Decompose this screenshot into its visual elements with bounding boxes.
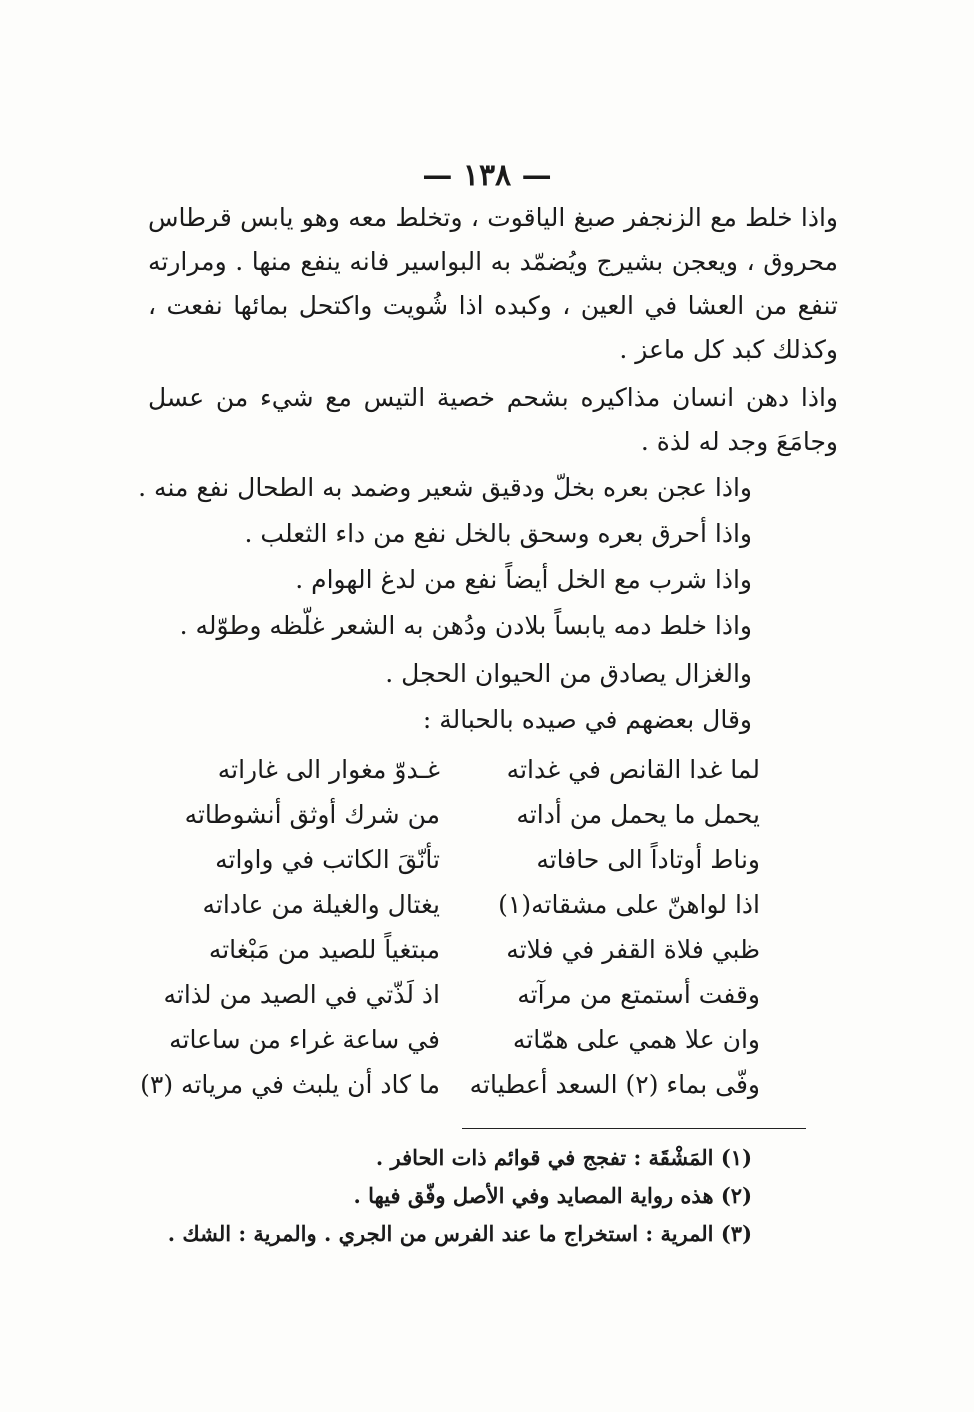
verse-second-hemistich: ما كاد أن يلبث في مرياته (٣) xyxy=(140,1070,440,1099)
verse-first-hemistich: وان علا همي على همّاته xyxy=(512,1025,760,1054)
verse-second-hemistich: مبتغياً للصيد من مَبْغاته xyxy=(208,935,440,964)
verse-second-hemistich: من شرك أوثق أنشوطاته xyxy=(184,800,440,829)
verse-second-hemistich: يغتال والغيلة من عاداته xyxy=(202,890,440,919)
page-number: — ١٣٨ — xyxy=(422,158,552,193)
poem xyxy=(140,748,760,1108)
poem-verse xyxy=(180,793,760,837)
poem-verse xyxy=(163,973,760,1017)
text-line: وقال بعضهم في صيده بالحبالة : xyxy=(422,705,752,734)
footnote: (٢) هذه رواية المصايد وفي الأصل وفّق فيها . xyxy=(353,1183,752,1208)
poem-verse xyxy=(180,748,760,792)
poem-verse xyxy=(169,1018,760,1062)
text-line: واذا عجن بعره بخلّ ودقيق شعير وضمد به الطحال نفع منه . xyxy=(138,473,752,502)
footnote: (١) المَشْقَة : تفجج في قوائم ذات الحافر . xyxy=(375,1145,752,1170)
verse-first-hemistich: يحمل ما يحمل من أداته xyxy=(516,800,760,829)
poem-verse xyxy=(180,838,760,882)
verse-first-hemistich: لما غدا القانص في غداته xyxy=(506,755,760,784)
verse-first-hemistich: وقفت أستمتع من مرآته xyxy=(517,980,760,1009)
text-line: واذا شرب مع الخل أيضاً نفع من لدغ الهوام . xyxy=(295,565,752,594)
poem-verse xyxy=(180,883,760,927)
footnote: (٣) المرية : استخراج ما عند الفرس من الجري . والمرية : الشك . xyxy=(167,1221,752,1246)
text-line: واذا خلط دمه يابساً بلادن ودُهن به الشعر غلّظه وطوّله . xyxy=(179,611,752,640)
poem-verse xyxy=(180,928,760,972)
text-line: والغزال يصادق من الحيوان الحجل . xyxy=(385,659,752,688)
verse-second-hemistich: غـدوّ مغوار الى غاراته xyxy=(217,755,440,784)
verse-second-hemistich: تأنّقَ الكاتب في واواته xyxy=(215,845,440,874)
paragraph-1: واذا خلط مع الزنجفر صبغ الياقوت ، وتخلط معه وهو يابس قرطاس محروق ، ويعجن بشيرج ويُضمّد به البواسير فانه ينفع منها . ومرارته تنفع من العشا في العين ، وكبده اذا شُويت واكتحل بمائها نفعت ، وكذلك كبد كل ماعز . xyxy=(148,203,838,364)
verse-first-hemistich: ظبي فلاة القفر في فلاته xyxy=(506,935,760,964)
poem-verse xyxy=(140,1063,760,1107)
text-line: واذا أحرق بعره وسحق بالخل نفع من داء الثعلب . xyxy=(244,519,752,548)
verse-second-hemistich: اذ لَذّتي في الصيد من لذاته xyxy=(163,980,440,1009)
verse-first-hemistich: وناط أوتاداً الى حافاته xyxy=(536,845,760,874)
footnote-divider xyxy=(462,1128,806,1129)
verse-second-hemistich: في ساعة غراء من ساعاته xyxy=(169,1025,440,1054)
verse-first-hemistich: اذا لواهنّ على مشقاته(١) xyxy=(498,890,760,919)
paragraph-2: واذا دهن انسان مذاكيره بشحم خصية التيس مع شيء من عسل وجامَعَ وجد له لذة . xyxy=(148,383,838,456)
verse-first-hemistich: وفّى بماء (٢) السعد أعطياته xyxy=(469,1070,760,1099)
